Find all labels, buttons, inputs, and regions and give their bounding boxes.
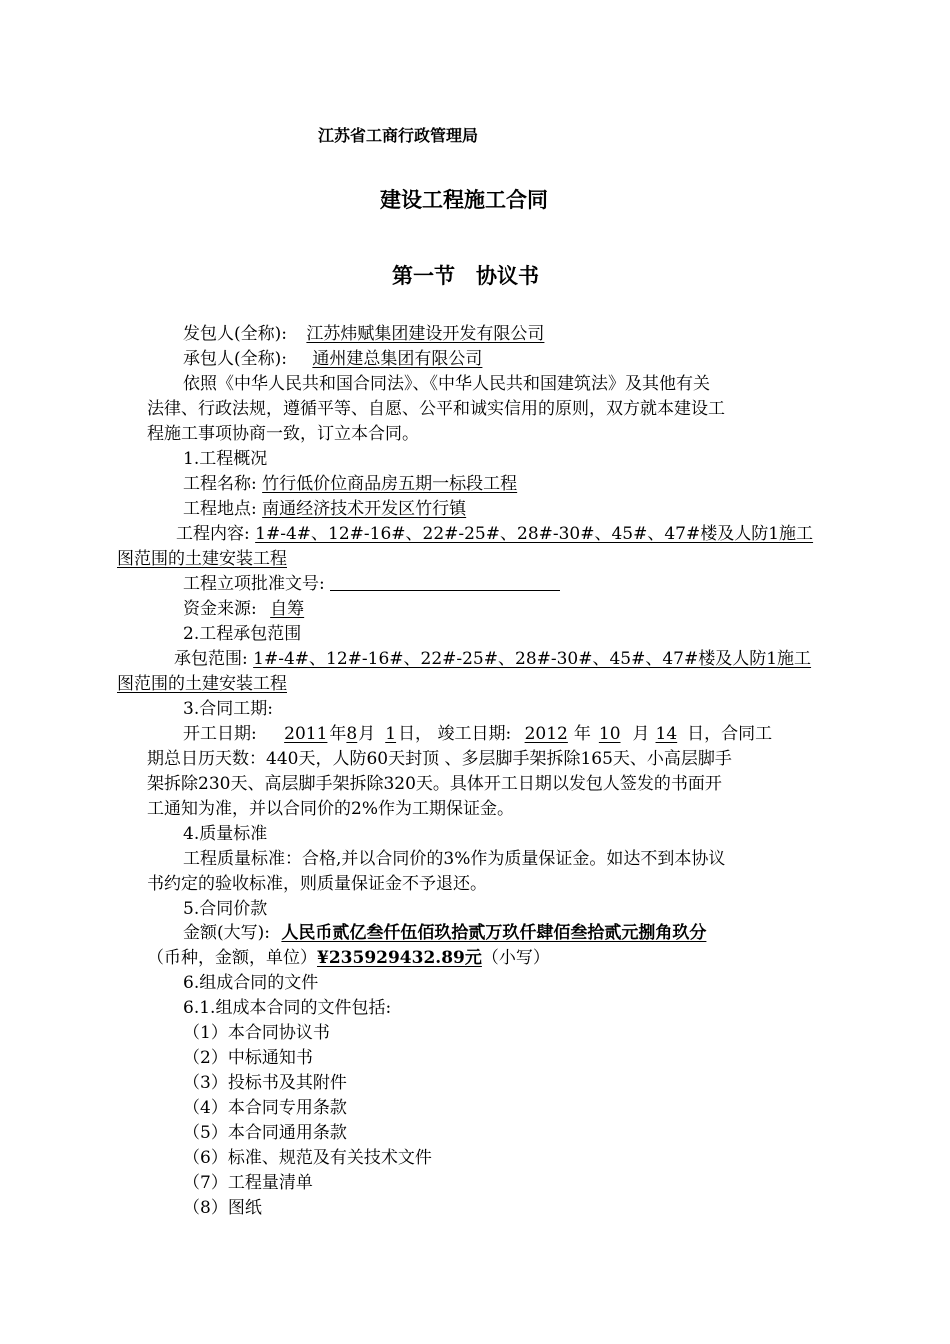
end-month: 10 [598,724,621,744]
start-year: 2011 [284,724,328,744]
contractor-value: 通州建总集团有限公司 [312,349,483,369]
contractor-row [183,348,550,370]
issuing-authority: 江苏省工商行政管理局 [318,126,479,145]
scope-value-cont: 图范围的土建安装工程 [117,674,287,694]
funding-label: 资金来源: [183,599,257,619]
document-list-item: （2）中标通知书 [183,1048,313,1068]
preamble-line: 法律、行政法规，遵循平等、自愿、公平和诚实信用的原则，双方就本建设工 [147,399,725,419]
section-2-heading: 2.工程承包范围 [183,624,302,644]
document-list-item: （3）投标书及其附件 [183,1073,347,1093]
document-list-item: （1）本合同协议书 [183,1023,330,1043]
document-title: 建设工程施工合同 [380,188,548,212]
document-list-item: （4）本合同专用条款 [183,1098,347,1118]
amount-words-value: 人民币贰亿叁仟伍佰玖拾贰万玖仟肆佰叁拾贰元捌角玖分 [281,923,707,943]
dates-row [183,723,772,745]
project-site-value: 南通经济技术开发区竹行镇 [262,499,467,519]
duration-line: 工通知为准，并以合同价的2%作为工期保证金。 [147,799,514,819]
quality-line: 工程质量标准：合格,并以合同价的3%作为质量保证金。如达不到本协议 [183,849,726,869]
start-date-label: 开工日期: [183,724,257,744]
document-list-item: （6）标准、规范及有关技术文件 [183,1148,432,1168]
scope-label: 承包范围: [174,649,248,669]
project-site-label: 工程地点: [183,499,257,519]
funding-row [183,598,309,620]
scope-row [174,648,811,670]
project-name-value: 竹行低价位商品房五期一标段工程 [262,474,518,494]
document-list-item: （7）工程量清单 [183,1173,313,1193]
section-title: 第一节 协议书 [392,264,539,288]
document-list-item: （5）本合同通用条款 [183,1123,347,1143]
project-site-row [183,498,466,520]
section-4-heading: 4.质量标准 [183,824,268,844]
amount-words-row [183,922,706,944]
employer-value: 江苏炜赋集团建设开发有限公司 [306,324,545,344]
quality-line: 书约定的验收标准，则质量保证金不予退还。 [147,874,487,894]
preamble-line: 依照《中华人民共和国合同法》、《中华人民共和国建筑法》及其他有关 [183,374,710,394]
documents-intro: 6.1.组成本合同的文件包括: [183,998,392,1018]
project-name-row [183,473,517,495]
end-year: 2012 [524,724,568,744]
month-char: 月 [358,724,376,744]
month-char: 月 [632,724,650,744]
amount-units-suffix: （小写） [481,948,550,968]
section-1-heading: 1.工程概况 [183,449,268,469]
employer-row [183,323,547,345]
day-separator: 日， [398,724,433,744]
preamble-line: 程施工事项协商一致，订立本合同。 [147,424,419,444]
duration-line: 架拆除230天、高层脚手架拆除320天。具体开工日期以发包人签发的书面开 [147,774,722,794]
section-5-heading: 5.合同价款 [183,899,268,919]
section-6-heading: 6.组成合同的文件 [183,973,319,993]
employer-label: 发包人(全称): [183,324,287,344]
amount-words-label: 金额(大写): [183,923,270,943]
project-content-value: 1#-4#、12#-16#、22#-25#、28#-30#、45#、47#楼及人防1施工 [255,524,814,544]
year-char: 年 [573,724,591,744]
approval-blank [330,574,560,591]
funding-value: 自筹 [270,599,305,619]
end-day: 14 [655,724,678,744]
year-char: 年 [329,724,347,744]
end-date-label: 竣工日期: [437,724,512,744]
approval-row [183,573,560,595]
project-content-label: 工程内容: [176,524,250,544]
end-date-tail: 日，合同工 [687,724,773,744]
amount-units-prefix: （币种，金额，单位） [147,948,317,968]
section-3-heading: 3.合同工期: [183,699,273,719]
scope-value: 1#-4#、12#-16#、22#-25#、28#-30#、45#、47#楼及人防1施工 [253,649,812,669]
document-list-item: （8）图纸 [183,1198,262,1218]
amount-figures-value: ¥235929432.89元 [317,948,482,968]
start-day: 1 [385,724,397,744]
amount-figures-row [147,947,550,969]
duration-line: 期总日历天数：440天，人防60天封顶 、多层脚手架拆除165天、小高层脚手 [147,749,732,769]
approval-label: 工程立项批准文号: [183,574,325,594]
contractor-label: 承包人(全称): [183,349,287,369]
project-content-row [176,523,813,545]
project-content-value-cont: 图范围的土建安装工程 [117,549,287,569]
start-month: 8 [346,724,358,744]
project-name-label: 工程名称: [183,474,257,494]
